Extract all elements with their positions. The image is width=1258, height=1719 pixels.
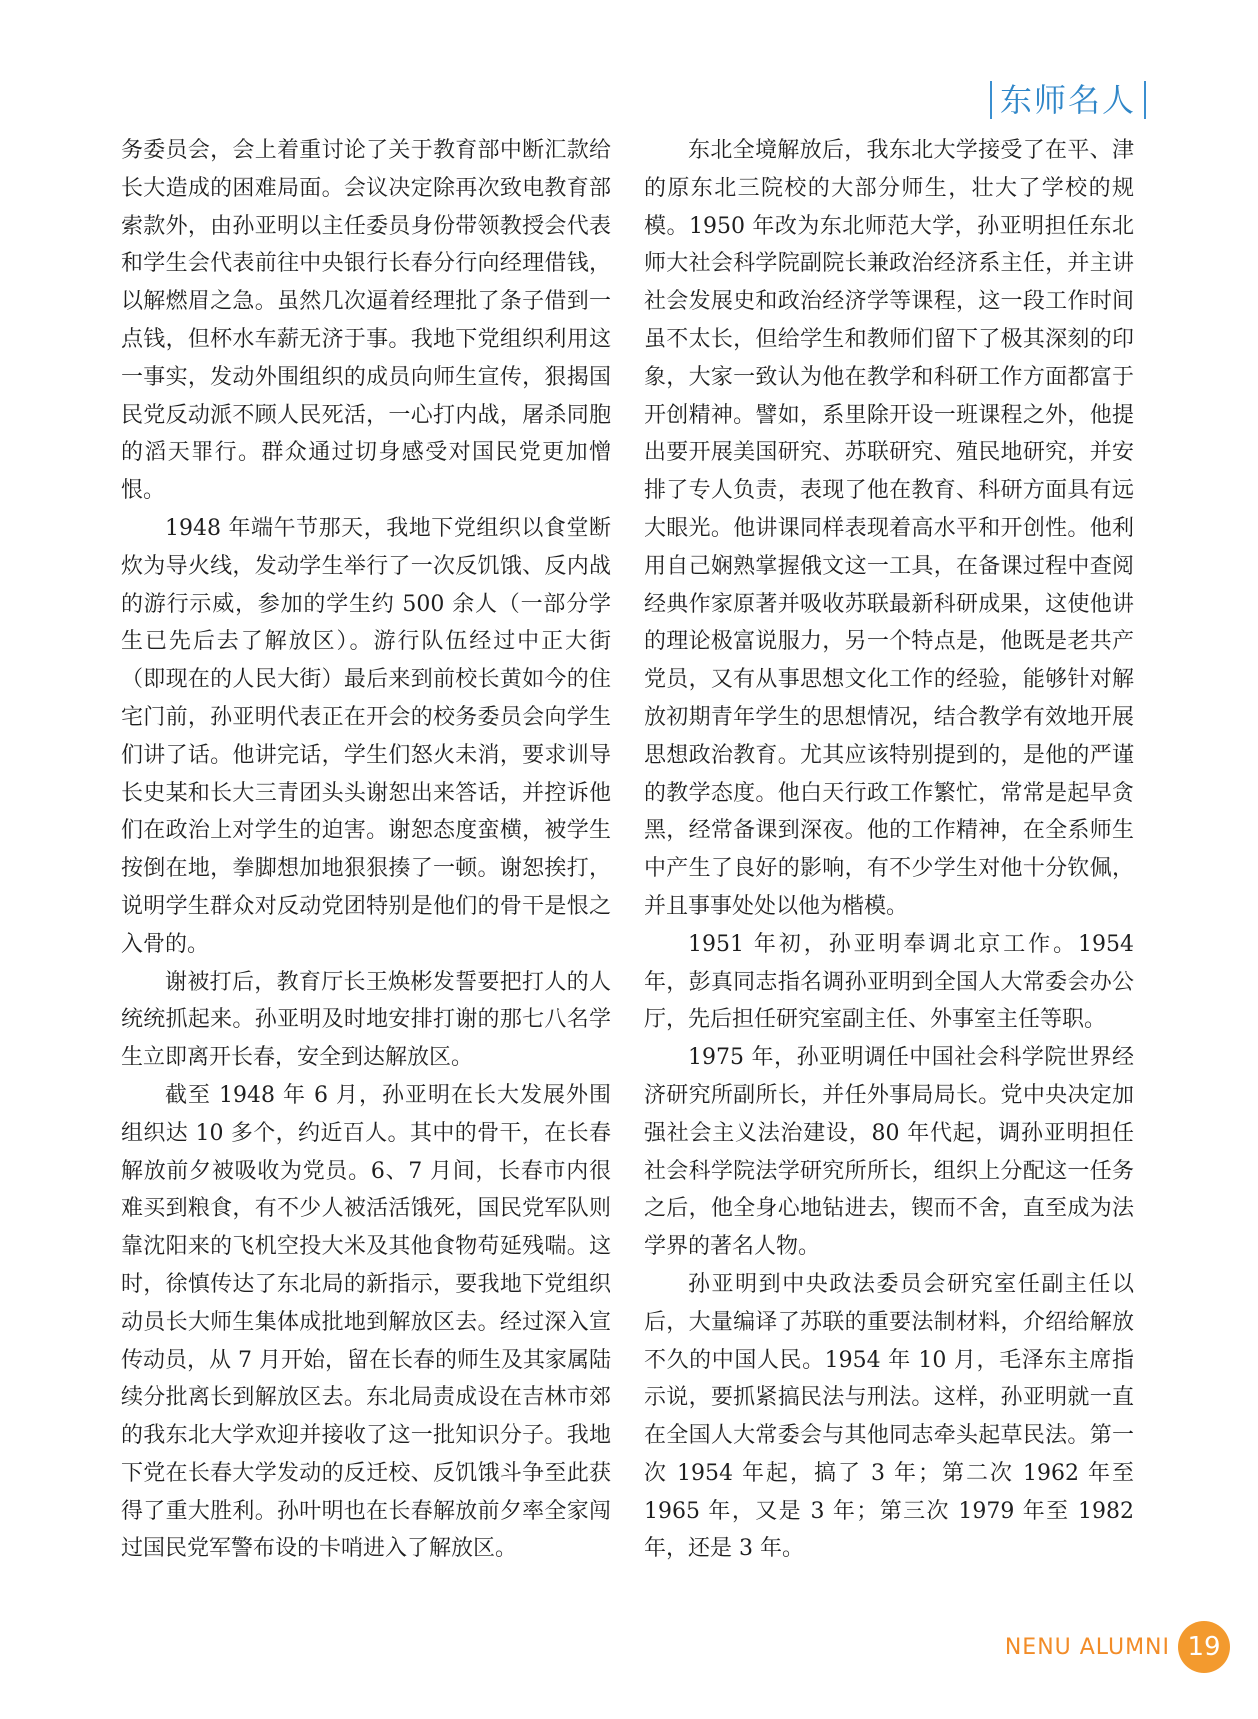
- page-footer: [1005, 1621, 1230, 1673]
- section-header: [990, 78, 1146, 122]
- left-column: [121, 132, 611, 1568]
- paragraph: 截至 1948 年 6 月，孙亚明在长大发展外围组织达 10 多个，约近百人。其中的骨干，在长春解放前夕被吸收为党员。6、7 月间，长春市内很难买到粮食，有不少人被活活饿死，国民党军队则靠沈阳来的飞机空投大米及其他食物苟延残喘。这时，徐慎传达了东北局的新指示，要我地下党组织动员长大师生集体成批地到解放区去。经过深入宣传动员，从 7 月开始，留在长春的师生及其家属陆续分批离长到解放区去。东北局责成设在吉林市郊的我东北大学欢迎并接收了这一批知识分子。我地下党在长春大学发动的反迁校、反饥饿斗争至此获得了重大胜利。孙叶明也在长春解放前夕率全家闯过国民党军警布设的卡哨进入了解放区。: [121, 1082, 611, 1562]
- paragraph: 1975 年，孙亚明调任中国社会科学院世界经济研究所副所长，并任外事局局长。党中央决定加强社会主义法治建设，80 年代起，调孙亚明担任社会科学院法学研究所所长，组织上分配这一任务之后，他全身心地钻进去，锲而不舍，直至成为法学界的著名人物。: [644, 1045, 1134, 1260]
- paragraph: 孙亚明到中央政法委员会研究室任副主任以后，大量编译了苏联的重要法制材料，介绍给解放不久的中国人民。1954 年 10 月，毛泽东主席指示说，要抓紧搞民法与刑法。这样，孙亚明就一直在全国人大常委会与其他同志牵头起草民法。第一次 1954 年起，搞了 3 年；第二次 1962 年至 1965 年，又是 3 年；第三次 1979 年至 1982 年，还是 3 年。: [644, 1271, 1134, 1562]
- paragraph: 东北全境解放后，我东北大学接受了在平、津的原东北三院校的大部分师生，壮大了学校的规模。1950 年改为东北师范大学，孙亚明担任东北师大社会科学院副院长兼政治经济系主任，并主讲社会发展史和政治经济学等课程，这一段工作时间虽不太长，但给学生和教师们留下了极其深刻的印象，大家一致认为他在教学和科研工作方面都富于开创精神。譬如，系里除开设一班课程之外，他提出要开展美国研究、苏联研究、殖民地研究，并安排了专人负责，表现了他在教育、科研方面具有远大眼光。他讲课同样表现着高水平和开创性。他利用自己娴熟掌握俄文这一工具，在备课过程中查阅经典作家原著并吸收苏联最新科研成果，这使他讲的理论极富说服力，另一个特点是，他既是老共产党员，又有从事思想文化工作的经验，能够针对解放初期青年学生的思想情况，结合教学有效地开展思想政治教育。尤其应该特别提到的，是他的严谨的教学态度。他白天行政工作繁忙，常常是起早贪黑，经常备课到深夜。他的工作精神，在全系师生中产生了良好的影响，有不少学生对他十分钦佩，并且事事处处以他为楷模。: [644, 138, 1134, 919]
- paragraph: 1951 年初，孙亚明奉调北京工作。1954 年，彭真同志指名调孙亚明到全国人大常委会办公厅，先后担任研究室副主任、外事室主任等职。: [644, 931, 1134, 1033]
- section-title: 东师名人: [999, 81, 1136, 119]
- magazine-name: NENU ALUMNI: [1004, 1634, 1170, 1660]
- header-bar-right: [1144, 81, 1146, 119]
- page-number-badge: 19: [1178, 1621, 1230, 1673]
- right-column: [644, 132, 1134, 1568]
- paragraph: 1948 年端午节那天，我地下党组织以食堂断炊为导火线，发动学生举行了一次反饥饿、反内战的游行示威，参加的学生约 500 余人（一部分学生已先后去了解放区）。游行队伍经过中正大街（即现在的人民大街）最后来到前校长黄如今的住宅门前，孙亚明代表正在开会的校务委员会向学生们讲了话。他讲完话，学生们怒火未消，要求训导长史某和长大三青团头头谢恕出来答话，并控诉他们在政治上对学生的迫害。谢恕态度蛮横，被学生按倒在地，拳脚想加地狠狠揍了一顿。谢恕挨打，说明学生群众对反动党团特别是他们的骨干是恨之入骨的。: [121, 515, 611, 957]
- paragraph: 务委员会，会上着重讨论了关于教育部中断汇款给长大造成的困难局面。会议决定除再次致电教育部索款外，由孙亚明以主任委员身份带领教授会代表和学生会代表前往中央银行长春分行向经理借钱，以解燃眉之急。虽然几次逼着经理批了条子借到一点钱，但杯水车薪无济于事。我地下党组织利用这一事实，发动外围组织的成员向师生宣传，狠揭国民党反动派不顾人民死活，一心打内战，屠杀同胞的滔天罪行。群众通过切身感受对国民党更加憎恨。: [121, 138, 611, 504]
- paragraph: 谢被打后，教育厅长王焕彬发誓要把打人的人统统抓起来。孙亚明及时地安排打谢的那七八名学生立即离开长春，安全到达解放区。: [121, 969, 611, 1071]
